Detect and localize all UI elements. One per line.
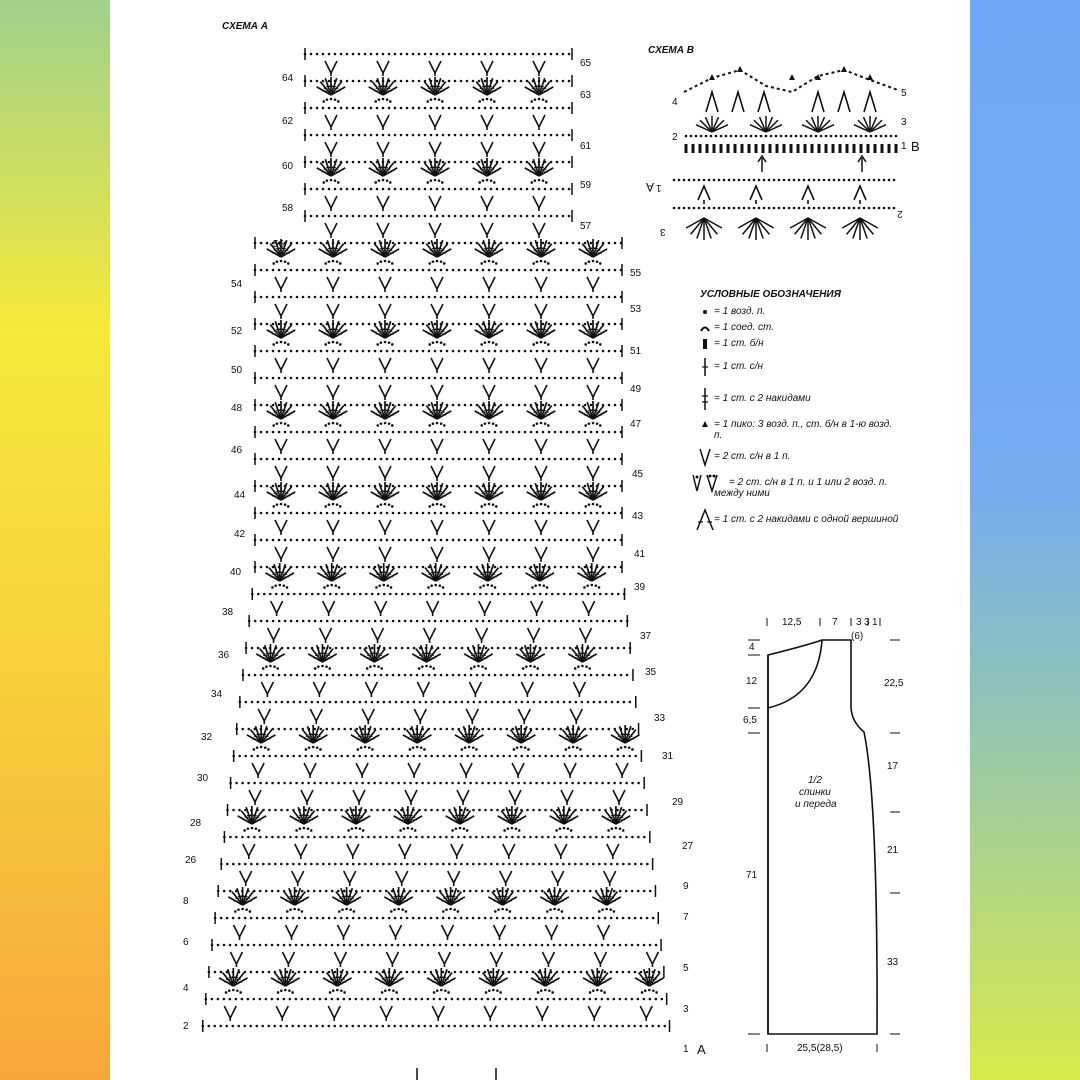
pattern-center-label: спинки <box>799 787 831 798</box>
scheme-a-row-label-left: 54 <box>231 279 243 290</box>
scheme-a-row-label-right: 35 <box>645 667 657 678</box>
scheme-a-row-label-left: 50 <box>231 365 243 376</box>
scheme-a-row-label-left: 40 <box>230 567 242 578</box>
scheme-a-row-label-left: 60 <box>282 161 294 172</box>
scheme-a-row-label-left: 48 <box>231 403 243 414</box>
legend-item-text: = 1 ст. с/н <box>714 361 764 372</box>
legend-item-text: = 1 соед. ст. <box>714 322 775 333</box>
scheme-b-row-label: 2 <box>672 132 678 143</box>
scheme-b-sub-marker: A <box>646 180 655 194</box>
scheme-a-row-label-left: 58 <box>282 203 294 214</box>
scheme-a-row-label-left: 26 <box>185 855 197 866</box>
scheme-a-row-label-right: 63 <box>580 90 592 101</box>
scheme-b-row-label: 3 <box>901 117 907 128</box>
scheme-a-row-label-left: 34 <box>211 689 223 700</box>
scheme-a-row-label-left: 28 <box>190 818 202 829</box>
scheme-a-row-label-left: 62 <box>282 116 294 127</box>
scheme-a-marker: A <box>697 1042 706 1057</box>
scheme-b-sub-row-label: 3 <box>660 226 666 237</box>
scheme-a-row-label-right: 7 <box>683 912 689 923</box>
pattern-note-label: (6) <box>851 631 864 642</box>
scheme-a-row-label-right: 57 <box>580 221 592 232</box>
scheme-a-row-label-left: 52 <box>231 326 243 337</box>
scheme-b-sub-row-label: 1 <box>656 182 662 193</box>
scheme-a-row-label-right: 3 <box>683 1004 689 1015</box>
scheme-b-row-label: 5 <box>901 88 907 99</box>
pattern-width-label: 3 <box>864 617 870 628</box>
scheme-a-row-label-right: 65 <box>580 58 592 69</box>
scheme-a-row-label-right: 5 <box>683 963 689 974</box>
scheme-a-row-label-left: 38 <box>222 607 234 618</box>
scheme-a-row-label-left: 36 <box>218 650 230 661</box>
scheme-a-row-label-right: 45 <box>632 469 644 480</box>
scheme-a-row-label-left: 8 <box>183 896 189 907</box>
legend-item-text: = 1 возд. п. <box>714 306 766 317</box>
scheme-a-row-label-left: 42 <box>234 529 246 540</box>
scheme-a-row-label-right: 31 <box>662 751 674 762</box>
scheme-a-row-label-right: 41 <box>634 549 646 560</box>
legend-title: УСЛОВНЫЕ ОБОЗНАЧЕНИЯ <box>700 289 841 300</box>
scheme-a-row-label-left: 4 <box>183 983 189 994</box>
pattern-width-label: 7 <box>832 617 838 628</box>
pattern-right-dim: 33 <box>887 957 899 968</box>
scheme-a-row-label-right: 27 <box>682 841 694 852</box>
scheme-a-row-label-right: 43 <box>632 511 644 522</box>
scheme-a-row-label-left: 32 <box>201 732 213 743</box>
scheme-b-row-label: 1 <box>901 141 907 152</box>
pattern-left-dim: 71 <box>746 870 758 881</box>
scheme-a-row-label-right: 29 <box>672 797 684 808</box>
scheme-a-row-label-left: 2 <box>183 1021 189 1032</box>
pattern-right-dim: 17 <box>887 761 899 772</box>
scheme-a-row-label-left: 46 <box>231 445 243 456</box>
scheme-b-title: СХЕМА В <box>648 45 694 56</box>
pattern-width-label: 12,5 <box>782 617 802 628</box>
pattern-width-label: 1 <box>872 617 878 628</box>
scheme-a-row-label-left: 64 <box>282 73 294 84</box>
pattern-center-label: и переда <box>795 799 837 810</box>
scheme-b-marker: В <box>911 139 920 154</box>
scheme-a-row-label-left: 56 <box>273 239 285 250</box>
scheme-b-row-label: 4 <box>672 97 678 108</box>
scheme-a-row-label-right: 55 <box>630 268 642 279</box>
pattern-left-dim: 6,5 <box>743 715 757 726</box>
scheme-a-row-label-right: 53 <box>630 304 642 315</box>
scheme-a-row-label-right: 1 <box>683 1044 689 1055</box>
scheme-a-row-label-left: 44 <box>234 490 246 501</box>
pattern-right-dim: 22,5 <box>884 678 904 689</box>
pattern-bottom-width: 25,5(28,5) <box>797 1043 843 1054</box>
pattern-right-dim: 21 <box>887 845 899 856</box>
legend-item-text: п. <box>714 430 723 441</box>
legend-item-text: = 2 ст. с/н в 1 п. и 1 или 2 возд. п. <box>729 477 888 488</box>
legend-item-text: = 1 ст. с 2 накидами с одной вершиной <box>714 514 899 525</box>
scheme-a-row-label-right: 33 <box>654 713 666 724</box>
scheme-a-row-label-right: 49 <box>630 384 642 395</box>
pattern-left-dim: 12 <box>746 676 758 687</box>
legend-item-text: между ними <box>714 488 770 499</box>
pattern-center-label: 1/2 <box>808 775 822 786</box>
legend-item-text: = 2 ст. с/н в 1 п. <box>714 451 791 462</box>
scheme-a-row-label-right: 9 <box>683 881 689 892</box>
scheme-a-row-label-right: 37 <box>640 631 652 642</box>
legend-item-text: = 1 пико: 3 возд. п., ст. б/н в 1-ю возд. <box>714 419 893 430</box>
pattern-left-dim: 4 <box>749 642 755 653</box>
scheme-a-row-label-left: 6 <box>183 937 189 948</box>
scheme-a-row-label-right: 39 <box>634 582 646 593</box>
scheme-a-row-label-right: 59 <box>580 180 592 191</box>
scheme-a-row-label-right: 51 <box>630 346 642 357</box>
scheme-a-row-label-left: 30 <box>197 773 209 784</box>
legend-item-text: = 1 ст. с 2 накидами <box>714 393 811 404</box>
scheme-a-row-label-right: 47 <box>630 419 642 430</box>
scheme-b-sub-row-label: 2 <box>897 208 903 219</box>
pattern-width-label: 3 <box>856 617 862 628</box>
scheme-a-title: СХЕМА А <box>222 21 268 32</box>
legend-item-text: = 1 ст. б/н <box>714 338 764 349</box>
scheme-a-row-label-right: 61 <box>580 141 592 152</box>
